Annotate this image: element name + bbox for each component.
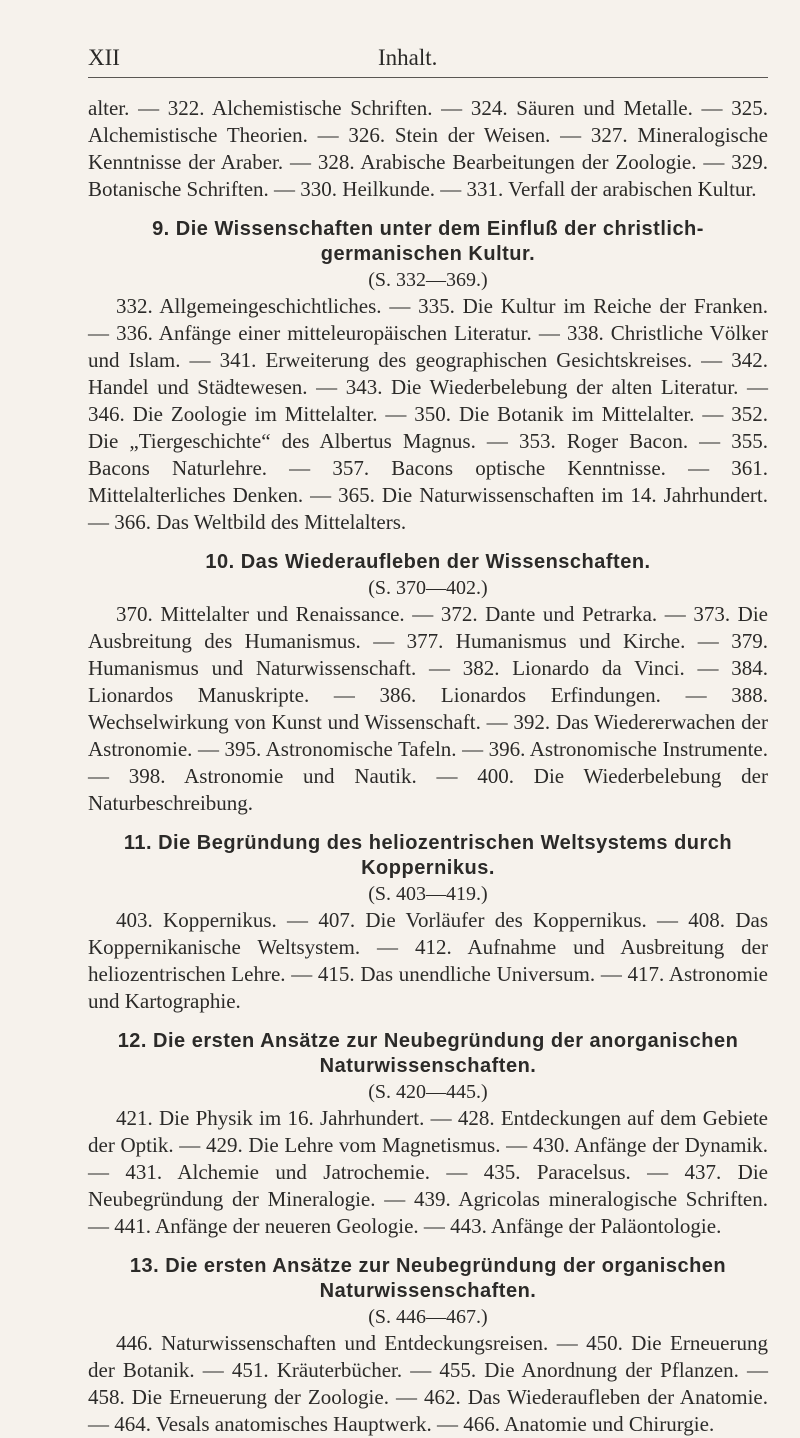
toc-section-9 [88,217,768,536]
toc-section-11 [88,831,768,1015]
continued-entry-text: alter. — 322. Alchemistische Schriften. — 324. Säuren und Metalle. — 325. Alchemistische Theorien. — 326. Stein der Weisen. — 327. Mineralogische Kenntnisse der Araber. — 328. Arabische Bearbeitungen der Zoologie. — 329. Botanische Schriften. — 330. Heilkunde. — 331. Verfall der arabischen Kultur. [88,96,768,201]
toc-section-10 [88,550,768,817]
section-heading: 10. Das Wiederaufleben der Wissenschaften. [205,551,651,573]
section-entries: 370. Mittelalter und Renaissance. — 372. Dante und Petrarka. — 373. Die Ausbreitung des Humanismus. — 377. Humanismus und Kirche. — 379. Humanismus und Naturwissenschaft. — 382. Lionardo da Vinci. — 384. Lionardos Manuskripte. — 386. Lionardos Erfindungen. — 388. Wechselwirkung von Kunst und Wissenschaft. — 392. Das Wiedererwachen der Astronomie. — 395. Astronomische Tafeln. — 396. Astronomische Instrumente. — 398. Astronomie und Nautik. — 400. Die Wiederbelebung der Naturbeschreibung. [88,602,768,815]
section-entries: 332. Allgemeingeschichtliches. — 335. Die Kultur im Reiche der Franken. — 336. Anfänge einer mitteleuropäischen Literatur. — 338. Christliche Völker und Islam. — 341. Erweiterung des geographischen Gesichtskreises. — 342. Handel und Städtewesen. — 343. Die Wiederbelebung der alten Literatur. — 346. Die Zoologie im Mittelalter. — 350. Die Botanik im Mittelalter. — 352. Die „Tiergeschichte“ des Albertus Magnus. — 353. Roger Bacon. — 355. Bacons Naturlehre. — 357. Bacons optische Kenntnisse. — 361. Mittelalterliches Denken. — 365. Die Naturwissenschaften im 14. Jahrhundert. — 366. Das Weltbild des Mittelalters. [88,294,768,534]
section-page-range: (S. 446—467.) [368,1306,488,1328]
toc-section-12 [88,1029,768,1240]
section-heading: 12. Die ersten Ansätze zur Neubegründung der anorganischen Naturwissenschaften. [117,1030,739,1077]
running-head [88,44,760,72]
section-heading: 13. Die ersten Ansätze zur Neubegründung der organischen Naturwissenschaften. [129,1255,727,1302]
section-entries: 421. Die Physik im 16. Jahrhundert. — 428. Entdeckungen auf dem Gebiete der Optik. — 429. Die Lehre vom Magnetismus. — 430. Anfänge der Dynamik. — 431. Alchemie und Jatrochemie. — 435. Paracelsus. — 437. Die Neubegründung der Mineralogie. — 439. Agricolas mineralogische Schriften. — 441. Anfänge der neueren Geologie. — 443. Anfänge der Paläontologie. [88,1106,768,1238]
section-heading: 11. Die Begründung des heliozentrischen Weltsystems durch Koppernikus. [123,832,733,879]
toc-section-13 [88,1254,768,1438]
section-entries: 446. Naturwissenschaften und Entdeckungsreisen. — 450. Die Erneuerung der Botanik. — 451. Kräuterbücher. — 455. Die Anordnung der Pflanzen. — 458. Die Erneuerung der Zoologie. — 462. Das Wiederaufleben der Anatomie. — 464. Vesals anatomisches Hauptwerk. — 466. Anatomie und Chirurgie. [88,1331,768,1436]
page-number: XII [88,45,120,70]
running-head-title: Inhalt. [378,45,438,70]
section-page-range: (S. 370—402.) [368,577,488,599]
section-heading: 9. Die Wissenschaften unter dem Einfluß der christlich-germanischen Kultur. [152,218,704,265]
section-page-range: (S. 332—369.) [368,269,488,291]
table-of-contents [88,95,768,1438]
header-rule [88,77,768,78]
section-page-range: (S. 420—445.) [368,1081,488,1103]
section-page-range: (S. 403—419.) [368,883,488,905]
section-entries: 403. Koppernikus. — 407. Die Vorläufer des Koppernikus. — 408. Das Koppernikanische Weltsystem. — 412. Aufnahme und Ausbreitung der heliozentrischen Lehre. — 415. Das unendliche Universum. — 417. Astronomie und Kartographie. [88,908,768,1013]
